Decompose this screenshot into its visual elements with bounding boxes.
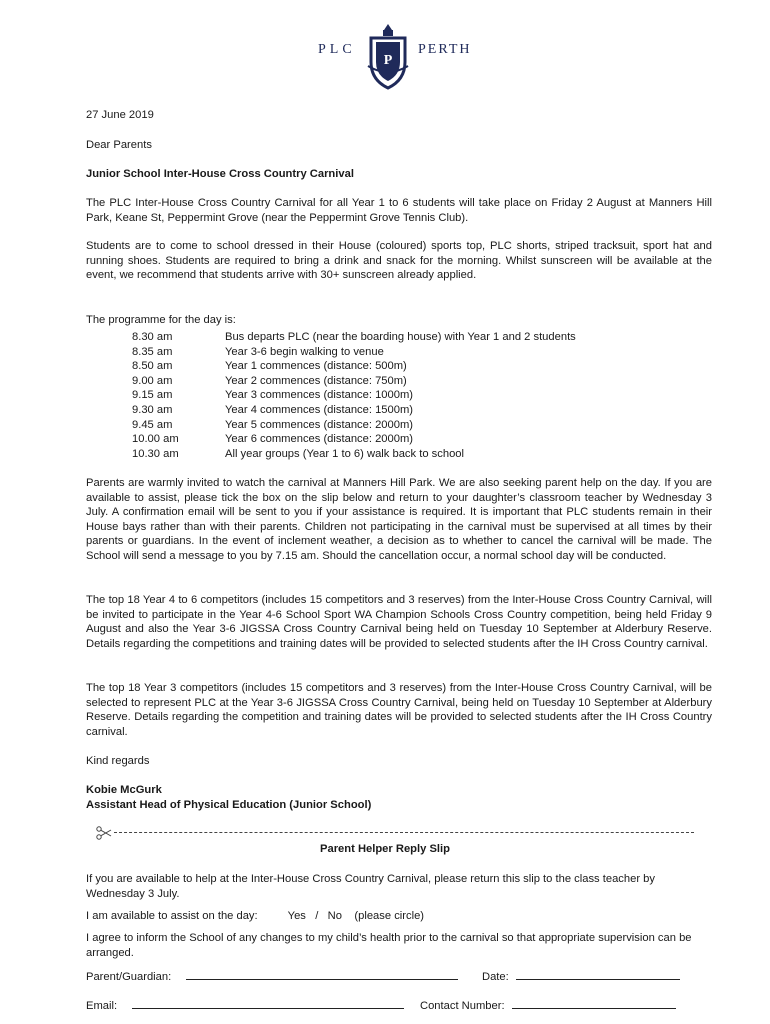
scissors-icon — [96, 826, 112, 840]
programme-time: 9.00 am — [132, 374, 173, 387]
slip-title: Parent Helper Reply Slip — [320, 843, 450, 855]
programme-row — [132, 359, 576, 374]
programme-time: 8.50 am — [132, 360, 173, 373]
school-crest-icon — [366, 22, 410, 90]
school-logo — [0, 16, 770, 96]
date-row — [482, 967, 680, 985]
contact-number-field[interactable] — [512, 996, 676, 1009]
slip-intro: If you are available to help at the Inter-House Cross Country Carnival, please return this slip to the class teacher by Wednesday 3 July. — [86, 873, 655, 900]
programme-desc: Year 4 commences (distance: 1500m) — [225, 403, 414, 416]
email-row — [86, 996, 404, 1014]
programme-row — [132, 403, 576, 418]
email-label: Email: — [86, 1000, 118, 1012]
contact-row — [420, 996, 676, 1014]
signer-title: Assistant Head of Physical Education (Junior School) — [86, 799, 372, 811]
programme-desc: Year 2 commences (distance: 750m) — [225, 374, 407, 387]
programme-row — [132, 388, 576, 403]
programme-row — [132, 345, 576, 360]
paragraph-year3-selection: The top 18 Year 3 competitors (includes 15 competitors and 3 reserves) from the Inter-House Cross Country Carnival, will be selected to represent PLC at the Year 3-6 JIGSSA Cross Country Carnival, being held on Tuesday 10 September at Alderbury Reserve. Details regarding the competition and training dates will be provided to selected students after the IH Cross Country carnival. — [86, 682, 712, 738]
svg-text:P: P — [383, 53, 393, 68]
programme-desc: Year 3-6 begin walking to venue — [225, 345, 384, 358]
salutation: Dear Parents — [86, 139, 152, 151]
programme-time: 10.30 am — [132, 447, 179, 460]
programme-time: 10.00 am — [132, 433, 179, 446]
programme-row — [132, 432, 576, 447]
programme-time: 8.30 am — [132, 331, 173, 343]
parent-guardian-row — [86, 967, 458, 985]
logo-text-perth: PERTH — [418, 42, 472, 57]
programme-time: 8.35 am — [132, 345, 173, 358]
programme-time: 9.15 am — [132, 389, 173, 402]
programme-time: 9.30 am — [132, 403, 173, 416]
programme-list — [132, 330, 576, 461]
programme-intro: The programme for the day is: — [86, 314, 236, 326]
assist-options[interactable]: Yes / No (please circle) — [287, 910, 425, 922]
programme-desc: Bus departs PLC (near the boarding house) with Year 1 and 2 students — [225, 331, 576, 343]
programme-desc: Year 5 commences (distance: 2000m) — [225, 418, 414, 431]
closing: Kind regards — [86, 755, 150, 767]
programme-desc: All year groups (Year 1 to 6) walk back to school — [225, 447, 464, 460]
programme-time: 9.45 am — [132, 418, 173, 431]
paragraph-parent-help: Parents are warmly invited to watch the carnival at Manners Hill Park. We are also seeking parent help on the day. If you are available to assist, please tick the box on the slip below and return to your daughter’s classroom teacher by Wednesday 3 July. A confirmation email will be sent to you if your assistance is required. It is important that PLC students remain in their House bays rather than with their parents. Children not participating in the carnival must be supervised at all times by their parents or guardians. In the event of inclement weather, a decision as to whether to cancel the carnival will be made. The School will send a message to you by 7.15 am. Should the cancellation occur, a normal school day will be conducted. — [86, 477, 712, 562]
assist-row — [86, 909, 424, 924]
cut-line — [96, 826, 696, 840]
programme-row — [132, 447, 576, 462]
assist-label: I am available to assist on the day: — [86, 910, 258, 922]
signer-name: Kobie McGurk — [86, 784, 162, 796]
parent-guardian-field[interactable] — [186, 967, 458, 980]
programme-desc: Year 6 commences (distance: 2000m) — [225, 433, 414, 446]
programme-row — [132, 374, 576, 389]
programme-row — [132, 418, 576, 433]
contact-label: Contact Number: — [420, 1000, 505, 1012]
programme-desc: Year 1 commences (distance: 500m) — [225, 360, 407, 373]
logo-text-plc: PLC — [318, 42, 356, 57]
letter-title: Junior School Inter-House Cross Country Carnival — [86, 168, 354, 180]
programme-desc: Year 3 commences (distance: 1000m) — [225, 389, 414, 402]
cut-dashes — [114, 832, 694, 833]
letter-date: 27 June 2019 — [86, 109, 154, 121]
paragraph-year4-6-selection: The top 18 Year 4 to 6 competitors (includes 15 competitors and 3 reserves) from the Inter-House Cross Country Carnival, will be invited to participate in the Year 4-6 School Sport WA Champion Schools Cross Country competition, being held Friday 9 August and also the Year 3-6 JIGSSA Cross Country Carnival being held on Tuesday 10 September at Alderbury Reserve. Details regarding the competitions and training dates will be provided to selected students after the IH Cross Country carnival. — [86, 594, 712, 650]
parent-guardian-label: Parent/Guardian: — [86, 971, 172, 983]
date-label: Date: — [482, 971, 509, 983]
programme-row — [132, 330, 576, 345]
email-field[interactable] — [132, 996, 404, 1009]
paragraph-dress-code: Students are to come to school dressed in their House (coloured) sports top, PLC shorts, striped tracksuit, sport hat and running shoes. Students are required to bring a drink and snack for the morning. Whilst sunscreen will be available at the event, we recommend that students arrive with 30+ sunscreen already applied. — [86, 240, 712, 282]
date-field[interactable] — [516, 967, 680, 980]
slip-agreement: I agree to inform the School of any changes to my child’s health prior to the carnival so that appropriate supervision can be arranged. — [86, 932, 692, 959]
paragraph-carnival-details: The PLC Inter-House Cross Country Carnival for all Year 1 to 6 students will take place on Friday 2 August at Manners Hill Park, Keane St, Peppermint Grove (near the Peppermint Grove Tennis Club). — [86, 197, 712, 224]
